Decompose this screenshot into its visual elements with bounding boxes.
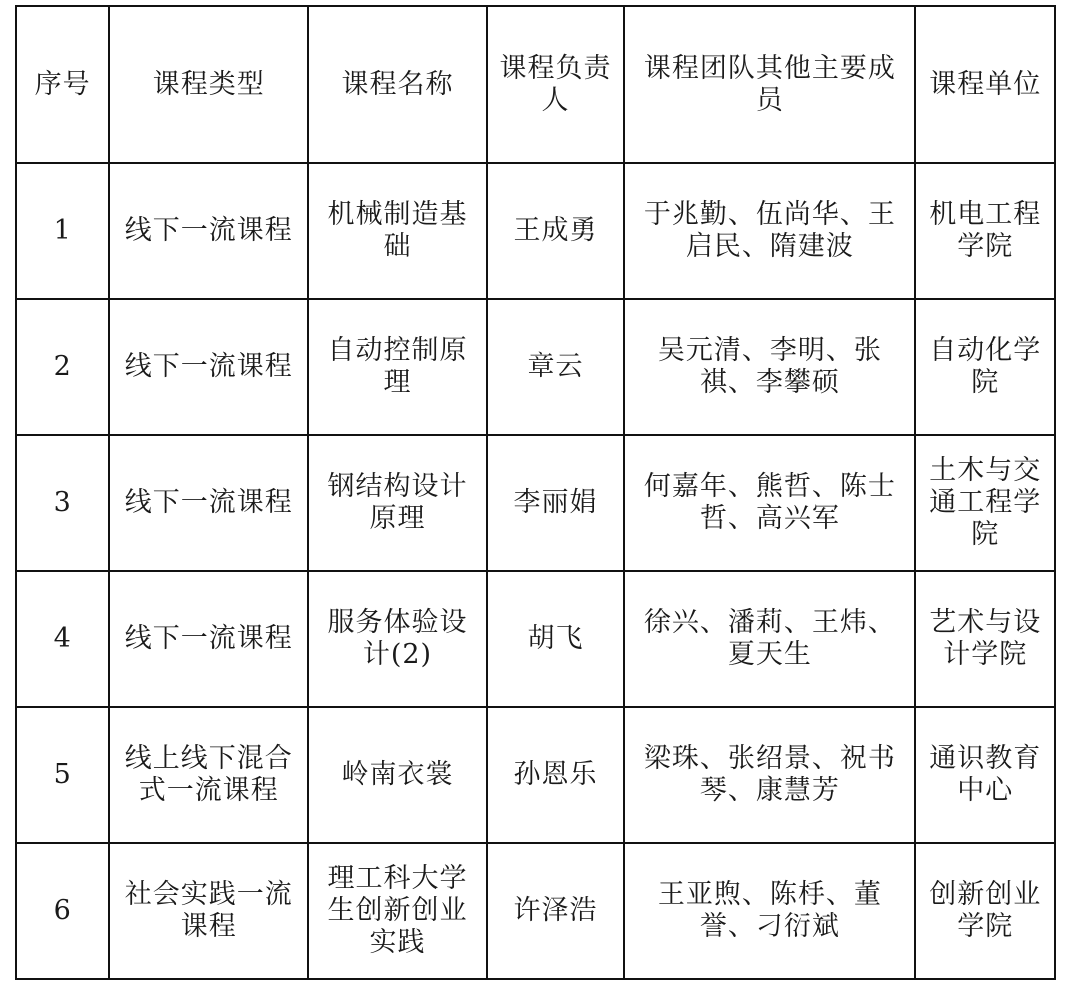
header-course-unit: 课程单位	[915, 6, 1055, 163]
header-course-type: 课程类型	[109, 6, 308, 163]
table-row	[16, 163, 1055, 299]
header-course-lead: 课程负责人	[487, 6, 625, 163]
cell-course-type: 社会实践一流课程	[109, 843, 308, 979]
table-row	[16, 299, 1055, 435]
header-seq: 序号	[16, 6, 109, 163]
cell-course-lead: 许泽浩	[487, 843, 625, 979]
course-table	[15, 5, 1056, 980]
cell-course-unit: 艺术与设计学院	[915, 571, 1055, 707]
cell-course-name: 机械制造基础	[308, 163, 487, 299]
cell-course-unit: 创新创业学院	[915, 843, 1055, 979]
cell-course-unit: 机电工程学院	[915, 163, 1055, 299]
cell-course-unit: 自动化学院	[915, 299, 1055, 435]
table-header	[16, 6, 1055, 163]
cell-seq: 5	[16, 707, 109, 843]
cell-seq: 1	[16, 163, 109, 299]
cell-team-members: 徐兴、潘莉、王炜、夏天生	[624, 571, 915, 707]
cell-course-type: 线下一流课程	[109, 435, 308, 571]
cell-seq: 4	[16, 571, 109, 707]
header-course-name: 课程名称	[308, 6, 487, 163]
cell-course-name: 服务体验设计(2)	[308, 571, 487, 707]
cell-seq: 3	[16, 435, 109, 571]
cell-team-members: 于兆勤、伍尚华、王启民、隋建波	[624, 163, 915, 299]
cell-seq: 6	[16, 843, 109, 979]
cell-course-lead: 李丽娟	[487, 435, 625, 571]
table-row	[16, 571, 1055, 707]
cell-course-unit: 通识教育中心	[915, 707, 1055, 843]
cell-course-name: 钢结构设计原理	[308, 435, 487, 571]
cell-course-lead: 胡飞	[487, 571, 625, 707]
table-row	[16, 843, 1055, 979]
cell-course-lead: 章云	[487, 299, 625, 435]
cell-team-members: 吴元清、李明、张祺、李攀硕	[624, 299, 915, 435]
cell-course-lead: 王成勇	[487, 163, 625, 299]
cell-course-name: 自动控制原理	[308, 299, 487, 435]
cell-team-members: 何嘉年、熊哲、陈士哲、高兴军	[624, 435, 915, 571]
cell-course-unit: 土木与交通工程学院	[915, 435, 1055, 571]
cell-team-members: 王亚煦、陈杽、董誉、刁衍斌	[624, 843, 915, 979]
header-row	[16, 6, 1055, 163]
cell-course-name: 理工科大学生创新创业实践	[308, 843, 487, 979]
header-team-members: 课程团队其他主要成员	[624, 6, 915, 163]
cell-course-type: 线下一流课程	[109, 571, 308, 707]
cell-course-type: 线下一流课程	[109, 299, 308, 435]
cell-course-type: 线下一流课程	[109, 163, 308, 299]
cell-seq: 2	[16, 299, 109, 435]
cell-team-members: 梁珠、张绍景、祝书琴、康慧芳	[624, 707, 915, 843]
cell-course-lead: 孙恩乐	[487, 707, 625, 843]
cell-course-name: 岭南衣裳	[308, 707, 487, 843]
table-body	[16, 163, 1055, 979]
cell-course-type: 线上线下混合式一流课程	[109, 707, 308, 843]
table-row	[16, 707, 1055, 843]
table-row	[16, 435, 1055, 571]
